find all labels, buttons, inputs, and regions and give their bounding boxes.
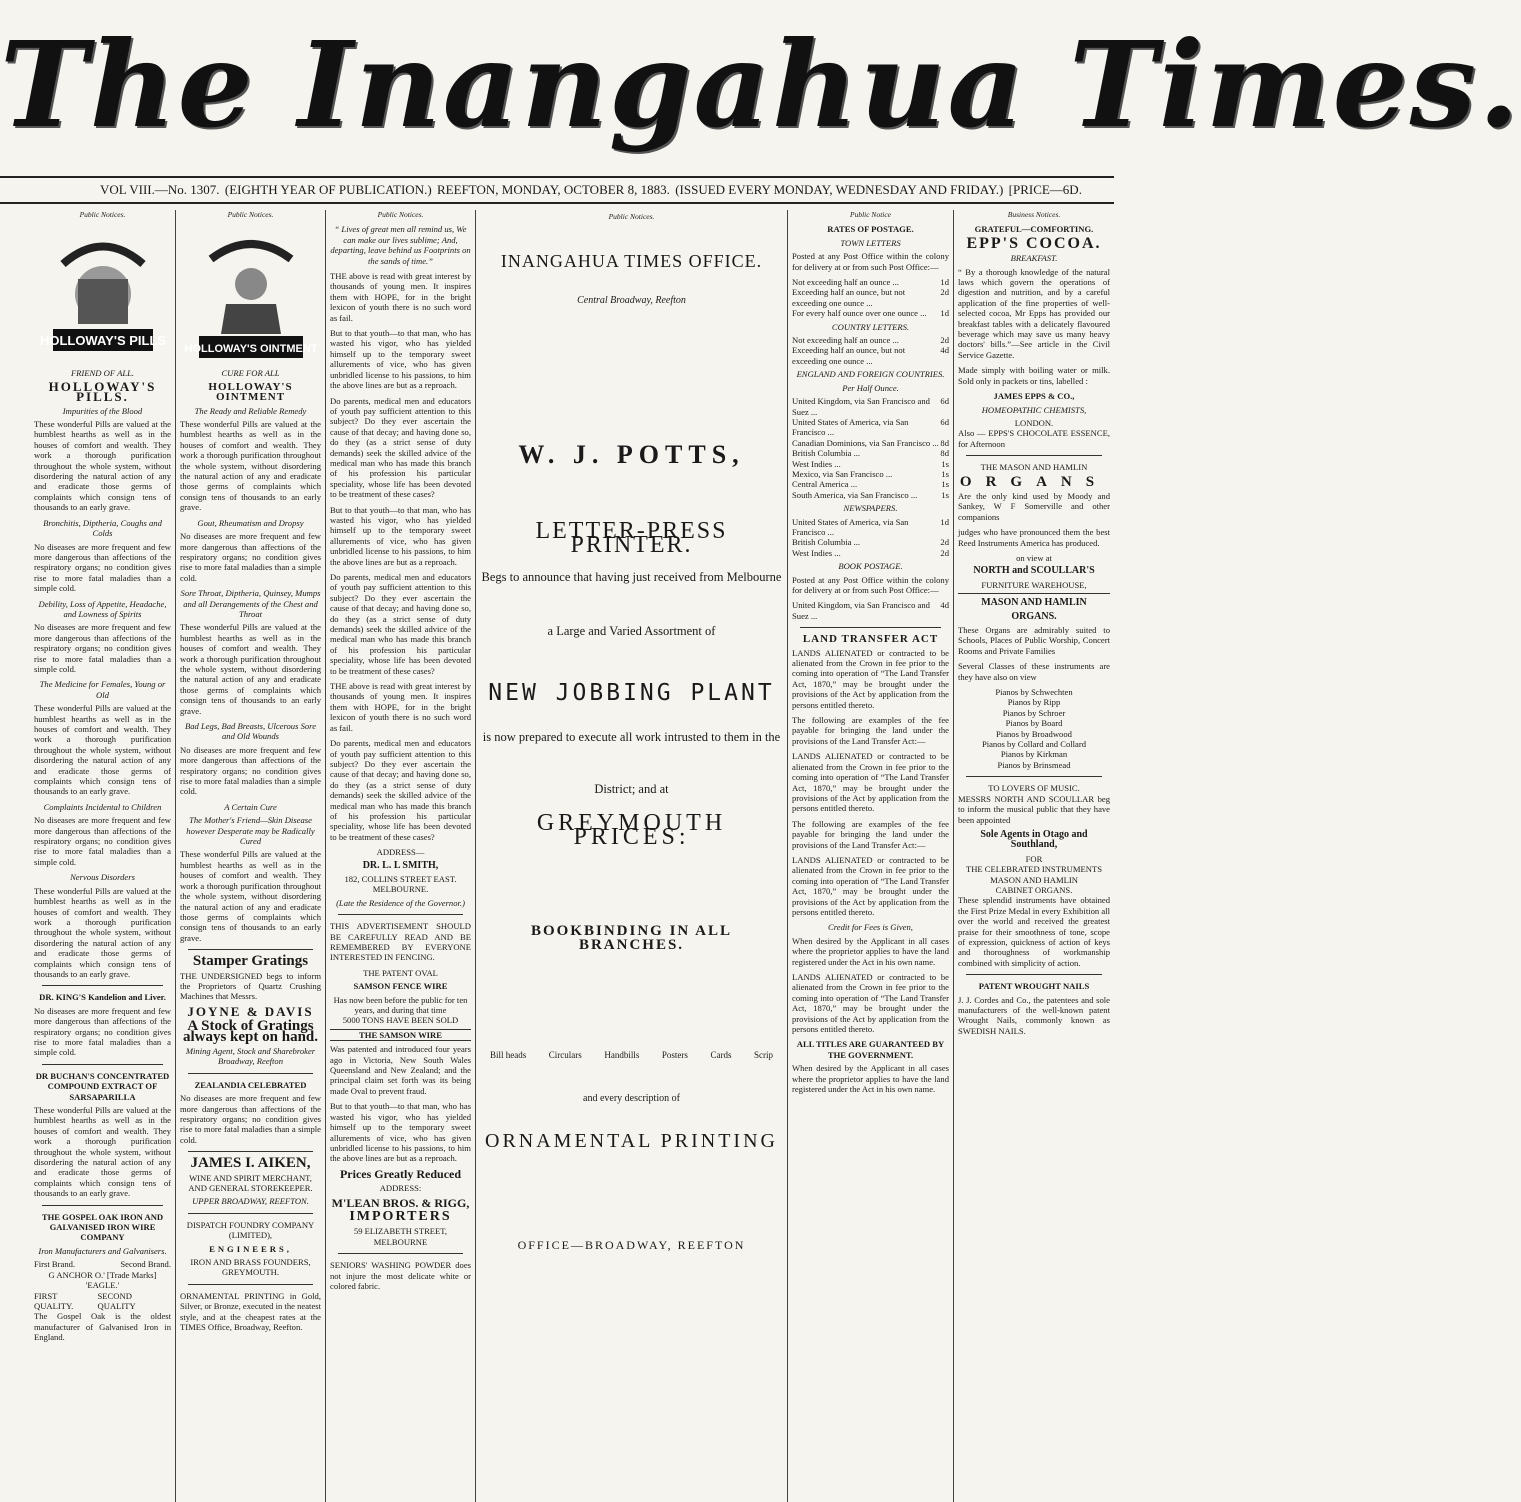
rate-value: 2d <box>940 537 949 548</box>
rate-label: Exceeding half an ounce, but not exceeding one ounce ... <box>792 287 906 308</box>
paragraph: When desired by the Applicant in all cases where the proprietor applies to have the land registered under the Act in his own name. <box>792 1063 949 1095</box>
doctor-note: (Late the Residence of the Governor.) <box>336 897 465 908</box>
paragraph: ORNAMENTAL PRINTING in Gold, Silver, or Bronze, executed in the neatest style, and at the cheapest rates at the TIMES Office, Broadway, Reefton. <box>180 1290 321 1333</box>
rate-value: 1d <box>940 277 949 288</box>
paragraph: THE above is read with great interest by thousands of young men. It inspires them with HOPE, for in the bright lexicon of youth there is no such word as fail. <box>330 681 471 733</box>
sole-agents: Sole Agents in Otago and Southland, <box>980 828 1088 851</box>
piano-item: Pianos by Schwechten <box>995 687 1073 698</box>
district-text: District; and at <box>594 782 669 796</box>
fence-text: Has now been before the public for ten years, and during that time <box>333 994 468 1016</box>
brand-label: First Brand. <box>34 1259 76 1270</box>
subheading: NEWSPAPERS. <box>843 503 898 514</box>
subheading: The Medicine for Females, Young or Old <box>39 679 166 700</box>
paragraph: The following are examples of the fee payable for bringing the land under the provisions of the Land Transfer Act:— <box>792 715 949 746</box>
column-holloway-pills <box>30 210 176 1502</box>
rate-row <box>792 308 949 318</box>
agent-address: Mining Agent, Stock and Sharebroker Broadway, Reefton <box>185 1045 316 1067</box>
aiken-trade: WINE AND SPIRIT MERCHANT, AND GENERAL STOREKEEPER. <box>188 1172 313 1194</box>
office-title: INANGAHUA TIMES OFFICE. <box>500 251 763 271</box>
rate-label: Mexico, via San Francisco ... <box>792 468 893 479</box>
column-business-notices <box>954 210 1114 1502</box>
rate-label: Canadian Dominions, via San Francisco ... <box>792 437 939 448</box>
fence-sold: 5000 TONS HAVE BEEN SOLD <box>342 1015 459 1026</box>
svg-text:HOLLOWAY'S PILLS: HOLLOWAY'S PILLS <box>39 333 166 349</box>
paragraph: These wonderful Pills are valued at the humblest hearths as well as in the houses of comfort and wealth. They work a thorough purification throughout the whole system, without disordering the natural action of any and eradicate those germs of complaints which consign tens of thousands to an early grave. <box>180 849 321 943</box>
subheading: Bad Legs, Bad Breasts, Ulcerous Sore and Old Wounds <box>184 721 317 742</box>
address-label: ADDRESS— <box>376 847 425 858</box>
paragraph: Made simply with boiling water or milk. Sold only in packets or tins, labelled : <box>958 365 1110 386</box>
paragraph: MESSRS NORTH AND SCOULLAR beg to inform the musical public that they have been appointed <box>958 793 1110 825</box>
masthead <box>0 0 1521 175</box>
paragraph: LANDS ALIENATED or contracted to be alienated from the Crown in fee prior to the coming into operation of “The Land Transfer Act, 1870,” may be brought under the provisions of the Act by application from the persons entitled thereto. <box>792 854 949 917</box>
importers-address: 59 ELIZABETH STREET, MELBOURNE <box>353 1226 448 1247</box>
holloway-pills-emblem-icon <box>39 224 166 364</box>
paragraph: Posted at any Post Office within the colony for delivery at or from such Post Office:— <box>792 574 949 595</box>
rate-label: British Columbia ... <box>792 448 861 459</box>
rate-value: 6d <box>940 396 949 407</box>
doctor-name: DR. L. L SMITH, <box>362 859 439 871</box>
rate-label: British Columbia ... <box>792 537 861 548</box>
organs-title: ORGANS. <box>1011 610 1057 622</box>
rate-label: For every half ounce over one ounce ... <box>792 308 927 319</box>
paragraph: judges who have pronounced them the best Reed Instruments America has produced. <box>958 527 1110 548</box>
subheading: Per Half Ounce. <box>842 382 899 393</box>
printer-trade: LETTER-PRESS PRINTER. <box>535 518 728 558</box>
print-item: Scrip <box>754 1050 773 1060</box>
piano-item: Pianos by Schroer <box>1002 707 1066 718</box>
divider <box>800 627 941 628</box>
subheading: COUNTRY LETTERS. <box>831 321 910 332</box>
columns <box>30 210 1114 1502</box>
paragraph: These wonderful Pills are valued at the humblest hearths as well as in the houses of comfort and wealth. They work a thorough purification throughout the whole system, without disordering the natural action of any and eradicate those germs of complaints which consign tens of thousands to an early grave. <box>34 1105 171 1199</box>
paragraph: J. J. Cordes and Co., the patentees and sole manufacturers of the well-known patent Wrought Nails, commonly known as SWEDISH NAILS. <box>958 994 1110 1036</box>
paragraph: The following are examples of the fee payable for bringing the land under the provisions of the Land Transfer Act:— <box>792 818 949 850</box>
subheading: Credit for Fees is Given, <box>828 922 913 933</box>
divider <box>188 1151 313 1152</box>
subheading: Complaints Incidental to Children <box>43 801 162 812</box>
subheading: Nervous Disorders <box>70 872 135 883</box>
publication-year: (EIGHTH YEAR OF PUBLICATION.) <box>224 182 432 197</box>
epps-company: JAMES EPPS & CO., <box>993 391 1075 402</box>
divider <box>42 1064 163 1065</box>
print-item: Circulars <box>548 1050 582 1060</box>
paragraph: No diseases are more frequent and few more dangerous than affections of the respiratory organs; no condition gives rise to more fatal maladies than a simple cold. <box>180 744 321 797</box>
subheading: BREAKFAST. <box>1010 253 1058 264</box>
emblem-caption: CURE FOR ALL <box>221 368 280 379</box>
divider <box>966 974 1102 975</box>
paragraph: Are the only kind used by Moody and Sankey, W F Somerville and other companions <box>958 490 1110 522</box>
printer-name: W. J. POTTS, <box>518 440 745 469</box>
mlean-bros: M'LEAN BROS. & RIGG, <box>331 1195 470 1210</box>
divider <box>188 1073 313 1074</box>
quality-label: SECOND QUALITY <box>97 1290 136 1311</box>
rate-row <box>792 277 949 287</box>
north-scoullar: NORTH and SCOULLAR'S <box>973 565 1095 577</box>
paragraph: SENIORS' WASHING POWDER does not injure the most delicate white or colored fabric. <box>330 1260 471 1291</box>
patent-nails: PATENT WROUGHT NAILS <box>978 981 1090 992</box>
paragraph: Do parents, medical men and educators of youth pay sufficient attention to this subject? Do they ever ascertain the cause of that decay; and having done so, do they (as a strict sense of duty demands) seek the skilled advice of the medical man who has made this branch of his profession his particular speciality, whose life has been devoted to be treatment of these cases? <box>330 572 471 676</box>
rate-label: United Kingdom, via San Francisco and Suez ... <box>792 396 930 417</box>
print-item: Bill heads <box>490 1050 527 1060</box>
paragraph: These wonderful Pills are valued at the humblest hearths as well as in the houses of comfort and wealth. They work a thorough purification throughout the whole system, without disordering the natural action of any and eradicate those germs of complaints which consign tens of thousands to an early grave. <box>180 419 321 513</box>
verse: “ Lives of great men all remind us, We can make our lives sublime; And, departing, leave behind us Footprints on the sands of time.” <box>330 224 471 266</box>
divider <box>188 1284 313 1285</box>
rate-row <box>792 396 949 417</box>
rate-value: 2d <box>940 335 949 346</box>
mason-hamlin-2: MASON AND HAMLIN <box>990 874 1078 885</box>
assortment: a Large and Varied Assortment of <box>547 624 716 638</box>
rate-label: South America, via San Francisco ... <box>792 489 918 500</box>
samson-wire-heading: THE SAMSON WIRE <box>330 1029 471 1041</box>
paragraph: No diseases are more frequent and few more dangerous than affections of the respiratory organs; no condition gives rise to more fatal maladies than a simple cold. <box>34 1005 171 1058</box>
ad-heading: DR. KING'S Kandelion and Liver. <box>39 992 166 1003</box>
aiken-address: UPPER BROADWAY, REEFTON. <box>192 1196 309 1207</box>
paragraph: The Gospel Oak is the oldest manufacturer of Galvanised Iron in England. <box>34 1311 171 1343</box>
rate-value: 8d <box>940 448 949 459</box>
rate-row <box>792 417 949 438</box>
paragraph: Was patented and introduced four years ago in Victoria, New South Wales Queensland and New Zealand; and the principal claim set forth was its being made Oval to prevent fraud. <box>330 1044 471 1096</box>
organs-heading: ORGANS <box>959 473 1109 490</box>
column-heading: Public Notices. <box>79 210 126 219</box>
divider <box>188 1213 313 1214</box>
paragraph: Do parents, medical men and educators of youth pay sufficient attention to this subject? Do they ever ascertain the cause of that decay; and having done so, do they (as a strict sense of duty demands) seek the skilled advice of the medical man who has made this branch of his profession his particular speciality, whose life has been devoted to be treatment of these cases? <box>330 395 471 500</box>
divider <box>966 455 1102 456</box>
paragraph: No diseases are more frequent and few more dangerous than affections of the respiratory organs; no condition gives rise to more fatal maladies than a simple cold. <box>34 815 171 867</box>
doctor-address: 182, COLLINS STREET EAST. MELBOURNE. <box>344 873 457 895</box>
piano-item: Pianos by Ripp <box>1007 697 1061 708</box>
paragraph: Do parents, medical men and educators of youth pay sufficient attention to this subject? Do they ever ascertain the cause of that decay; and having done so, do they (as a strict sense of duty demands) seek the skilled advice of the medical man who has made this branch of his profession his particular speciality, whose life has been devoted to be treatment of these cases? <box>330 738 471 842</box>
epps-tagline: GRATEFUL—COMFORTING. <box>974 224 1094 235</box>
divider <box>188 949 313 950</box>
price: [PRICE—6D. <box>1008 182 1082 197</box>
rate-value: 1s <box>941 458 949 469</box>
rate-value: 2d <box>940 287 949 298</box>
rate-label: United States of America, via San Francisco ... <box>792 416 909 438</box>
office-address: Central Broadway, Reefton <box>577 295 686 306</box>
rate-label: Central America ... <box>792 479 858 490</box>
paragraph: These wonderful Pills are valued at the humblest hearths as well as in the houses of comfort and wealth. They work a thorough purification throughout the whole system, without disordering the natural action of any and eradicate those germs of complaints which consign tens of thousands to an early grave. <box>34 419 171 513</box>
piano-item: Pianos by Brinsmead <box>997 759 1071 770</box>
paragraph: No diseases are more frequent and few more dangerous than affections of the respiratory organs; no condition gives rise to more fatal maladies than a simple cold. <box>180 1093 321 1145</box>
piano-item: Pianos by Broadwood <box>996 728 1072 739</box>
rate-value: 4d <box>940 345 949 356</box>
rate-value: 1d <box>940 308 949 319</box>
ad-heading: ZEALANDIA CELEBRATED <box>194 1079 307 1090</box>
ad-heading: DR BUCHAN'S CONCENTRATED COMPOUND EXTRACT OF SARSAPARILLA <box>35 1070 170 1102</box>
issue-date: REEFTON, MONDAY, OCTOBER 8, 1883. <box>437 182 670 197</box>
every-description: and every description of <box>583 1093 680 1104</box>
piano-item: Pianos by Board <box>1005 718 1063 729</box>
subheading: HOMEOPATHIC CHEMISTS, <box>981 404 1087 415</box>
announcement: Begs to announce that having just received from Melbourne <box>481 570 782 584</box>
bookbinding: BOOKBINDING IN ALL BRANCHES. <box>530 923 733 953</box>
paragraph: THE UNDERSIGNED begs to inform the Proprietors of Quartz Crushing Machines that Messrs. <box>180 970 321 1002</box>
trade-marks: G ANCHOR O.' [Trade Marks] 'EAGLE.' <box>48 1269 157 1291</box>
holloway-pills-title: HOLLOWAY'S PILLS. <box>48 378 157 405</box>
rate-label: West Indies ... <box>792 547 841 558</box>
rate-row <box>792 438 949 448</box>
column-heading: Public Notices. <box>608 212 655 221</box>
piano-item: Pianos by Kirkman <box>1000 749 1068 760</box>
firm-name: JOYNE & DAVIS <box>187 1003 314 1019</box>
column-heading: Public Notices. <box>377 210 424 219</box>
svg-text:HOLLOWAY'S OINTMENT: HOLLOWAY'S OINTMENT <box>184 343 317 356</box>
ad-heading: THE GOSPEL OAK IRON AND GALVANISED IRON WIRE COMPANY <box>41 1211 164 1243</box>
paragraph: “ By a thorough knowledge of the natural laws which govern the operations of digestion and nutrition, and by a careful application of the fine properties of well-selected cocoa, Mr Epps has provided our breakfast tables with a delicately flavoured beverage which may save us many heavy doctors' bills.”—See article in the Civil Service Gazette. <box>958 266 1110 360</box>
greymouth-prices: GREYMOUTH PRICES: <box>536 810 727 850</box>
paragraph: Several Classes of these instruments are they have also on view <box>958 661 1110 682</box>
celebrated: THE CELEBRATED INSTRUMENTS <box>965 864 1103 875</box>
paragraph: These wonderful Pills are valued at the humblest hearths as well as in the houses of comfort and wealth. They work a thorough purification throughout the whole system, without disordering the natural action of any and eradicate those germs of complaints which consign tens of thousands to an early grave. <box>34 885 171 979</box>
print-items <box>480 1048 783 1062</box>
rate-value: 1d <box>940 516 949 527</box>
office-footer: OFFICE—BROADWAY, REEFTON <box>517 1238 746 1252</box>
paragraph: No diseases are more frequent and few more dangerous than affections of the respiratory organs; no condition gives rise to more fatal maladies than a simple cold. <box>180 531 321 583</box>
subheading: Iron Manufacturers and Galvanisers. <box>38 1245 167 1256</box>
paragraph: But to that youth—to that man, who has wasted his vigor, who has yielded himself up to the temporary sweet allurements of vice, who has given unbridled license to his passions, to him the above lines are but as a reproach. <box>330 328 471 391</box>
newspaper-title: The Inangahua Times. <box>0 15 1521 154</box>
foundry-name: DISPATCH FOUNDRY COMPANY (LIMITED), <box>186 1219 315 1241</box>
rates-heading: RATES OF POSTAGE. <box>827 224 914 235</box>
subheading: Sore Throat, Diptheria, Quinsey, Mumps and all Derangements of the Chest and Throat <box>180 588 321 619</box>
paragraph: LANDS ALIENATED or contracted to be alienated from the Crown in fee prior to the coming into operation of “The Land Transfer Act, 1870,” may be brought under the provisions of the Act by application from the persons entitled thereto. <box>792 647 949 710</box>
rate-row <box>792 479 949 489</box>
aiken-name: JAMES I. AIKEN, <box>190 1155 311 1172</box>
brand-row <box>34 1259 171 1269</box>
land-transfer-heading: LAND TRANSFER ACT <box>802 633 939 646</box>
fence-heading: THE PATENT OVAL <box>363 967 438 978</box>
column-printing-ad <box>476 210 788 1502</box>
piano-item: Pianos by Collard and Collard <box>981 739 1087 750</box>
paragraph: When desired by the Applicant in all cases where the proprietor applies to have the land registered under the Act in his own name. <box>792 935 949 967</box>
epps-cocoa: EPP'S COCOA. <box>966 234 1102 252</box>
paragraph: These Organs are admirably suited to Schools, Places of Public Worship, Concert Rooms and Private Families <box>958 625 1110 656</box>
rate-value: 2d <box>940 547 949 558</box>
rate-value: 1s <box>941 489 949 500</box>
music-lovers: TO LOVERS OF MUSIC. <box>988 783 1080 794</box>
paragraph: These wonderful Pills are valued at the humblest hearths as well as in the houses of comfort and wealth. They work a thorough purification throughout the whole system, without disordering the natural action of any and eradicate those germs of complaints which consign tens of thousands to an early grave. <box>180 622 321 716</box>
for-label: FOR <box>1025 853 1043 864</box>
mason-heading: THE MASON AND HAMLIN <box>980 462 1088 473</box>
gratings-stock: A Stock of Gratings always kept on hand. <box>182 1018 319 1045</box>
rate-row <box>792 448 949 458</box>
subheading: BOOK POSTAGE. <box>838 561 903 572</box>
column-heading: Public Notice <box>849 210 892 219</box>
divider <box>42 985 163 986</box>
cabinet-organs: CABINET ORGANS. <box>995 884 1073 895</box>
furniture-warehouse: FURNITURE WAREHOUSE, <box>981 579 1087 590</box>
subheading: ENGLAND AND FOREIGN COUNTRIES. <box>796 369 945 380</box>
rate-value: 1s <box>941 479 949 490</box>
rate-row <box>792 469 949 479</box>
fencing-notice: THIS ADVERTISEMENT SHOULD BE CAREFULLY READ AND BE REMEMBERED BY EVERYONE INTERESTED IN FENCING. <box>330 921 471 963</box>
divider <box>966 776 1102 777</box>
subheading: The Ready and Reliable Remedy <box>194 405 307 416</box>
print-item: Handbills <box>604 1050 640 1060</box>
rate-label: Exceeding half an ounce, but not exceeding one ounce ... <box>792 345 906 366</box>
paragraph: THE above is read with great interest by thousands of young men. It inspires them with HOPE, for in the bright lexicon of youth there is no such word as fail. <box>330 271 471 323</box>
print-item: Cards <box>710 1050 732 1060</box>
rate-label: Not exceeding half an ounce ... <box>792 277 899 288</box>
ornamental-printing: ORNAMENTAL PRINTING <box>485 1130 778 1152</box>
rate-value: 6d <box>940 416 949 427</box>
column-heading: Public Notices. <box>227 210 274 219</box>
stamper-gratings-heading: Stamper Gratings <box>192 953 309 970</box>
paragraph: But to that youth—to that man, who has wasted his vigor, who has yielded himself up to the temporary sweet allurements of vice, who has given unbridled license to his passions, to him the above lines are but as a reproach. <box>330 1101 471 1164</box>
rate-row <box>792 517 949 538</box>
paragraph: Posted at any Post Office within the colony for delivery at or from such Post Office:— <box>792 251 949 272</box>
emblem-caption: FRIEND OF ALL. <box>70 368 135 379</box>
paragraph: But to that youth—to that man, who has wasted his vigor, who has yielded himself up to the temporary sweet allurements of vice, who has given unbridled license to his passions, to him the above lines are but as a reproach. <box>330 504 471 567</box>
on-view: on view at <box>1016 552 1052 563</box>
prices-reduced: Prices Greatly Reduced <box>339 1166 462 1181</box>
guarantee: ALL TITLES ARE GUARANTEED BY THE GOVERNMENT. <box>796 1039 945 1060</box>
rate-label: United States of America, via San Francisco ... <box>792 516 909 537</box>
holloway-ointment-emblem-icon <box>184 224 317 364</box>
rate-row <box>792 287 949 308</box>
subheading: Impurities of the Blood <box>62 405 143 416</box>
prepared-text: is now prepared to execute all work intrusted to them in the <box>482 730 781 744</box>
subheading: Gout, Rheumatism and Dropsy <box>197 517 304 528</box>
paragraph: These wonderful Pills are valued at the humblest hearths as well as in the houses of comfort and wealth. They work a thorough purification throughout the whole system, without disordering the natural action of any and eradicate those germs of complaints which consign tens of thousands to an early grave. <box>34 703 171 797</box>
paragraph: LANDS ALIENATED or contracted to be alienated from the Crown in fee prior to the coming into operation of “The Land Transfer Act, 1870,” may be brought under the provisions of the Act by application from the persons entitled thereto. <box>792 751 949 814</box>
rate-row <box>792 490 949 500</box>
paragraph: Also — EPPS'S CHOCOLATE ESSENCE, for Afternoon <box>958 428 1110 449</box>
print-item: Posters <box>661 1050 688 1060</box>
rate-row <box>792 345 949 366</box>
rate-value: 8d <box>940 437 949 448</box>
subheading: Debility, Loss of Appetite, Headache, and Lowness of Spirits <box>38 598 167 619</box>
fence-title: SAMSON FENCE WIRE <box>353 981 448 992</box>
divider <box>338 914 463 915</box>
rate-label: West Indies ... <box>792 458 841 469</box>
paragraph: These splendid instruments have obtained the First Prize Medal in every Exhibition all over the world and received the greatest praise for their smoothness of tone, scope of expression, quickness of action of keys and thoroughness of workmanship combined with simplicity of action. <box>958 895 1110 968</box>
column-dr-smith <box>326 210 476 1502</box>
jobbing-plant: NEW JOBBING PLANT <box>488 680 775 706</box>
quality-row <box>34 1291 171 1312</box>
subheading: The Mother's Friend—Skin Disease however Desperate may be Radically Cured <box>186 815 315 847</box>
subheading: Bronchitis, Diptheria, Coughs and Colds <box>43 517 162 539</box>
rate-value: 4d <box>940 600 949 611</box>
mason-hamlin: MASON AND HAMLIN <box>958 593 1110 608</box>
foundry-town: GREYMOUTH. <box>221 1267 280 1278</box>
paragraph: No diseases are more frequent and few more dangerous than affections of the respiratory organs; no condition gives rise to more fatal maladies than a simple cold. <box>34 622 171 674</box>
column-holloway-ointment <box>176 210 326 1502</box>
rate-label: United Kingdom, via San Francisco and Suez ... <box>792 600 930 621</box>
rate-row <box>792 537 949 547</box>
dateline <box>0 176 1114 204</box>
rate-label: Not exceeding half an ounce ... <box>792 335 899 346</box>
volume-number: VOL VIII.—No. 1307. <box>100 182 220 197</box>
importers: IMPORTERS <box>349 1208 452 1224</box>
holloway-ointment-title: HOLLOWAY'S OINTMENT <box>208 380 293 404</box>
foundry-trade: IRON AND BRASS FOUNDERS, <box>190 1257 311 1268</box>
rate-row <box>792 335 949 345</box>
quality-label: FIRST QUALITY. <box>34 1290 74 1311</box>
subheading: TOWN LETTERS <box>840 237 901 248</box>
divider <box>42 1205 163 1206</box>
paragraph: No diseases are more frequent and few more dangerous than affections of the respiratory organs; no condition gives rise to more fatal maladies than a simple cold. <box>34 541 171 594</box>
rate-row <box>792 600 949 621</box>
rate-row <box>792 459 949 469</box>
address-label: ADDRESS: <box>379 1183 422 1194</box>
subheading: A Certain Cure <box>224 801 277 812</box>
foundry-engineers: ENGINEERS, <box>209 1243 292 1254</box>
paragraph: LANDS ALIENATED or contracted to be alienated from the Crown in fee prior to the coming into operation of “The Land Transfer Act, 1870,” may be brought under the provisions of the Act by application from the persons entitled thereto. <box>792 972 949 1035</box>
brand-label: Second Brand. <box>120 1259 171 1270</box>
divider <box>338 1253 463 1254</box>
rate-value: 1s <box>941 468 949 479</box>
column-heading: Business Notices. <box>1007 210 1061 219</box>
column-postage-rates <box>788 210 954 1502</box>
epps-city: LONDON. <box>1014 417 1054 428</box>
issue-schedule: (ISSUED EVERY MONDAY, WEDNESDAY AND FRIDAY.) <box>675 182 1004 197</box>
rate-row <box>792 548 949 558</box>
